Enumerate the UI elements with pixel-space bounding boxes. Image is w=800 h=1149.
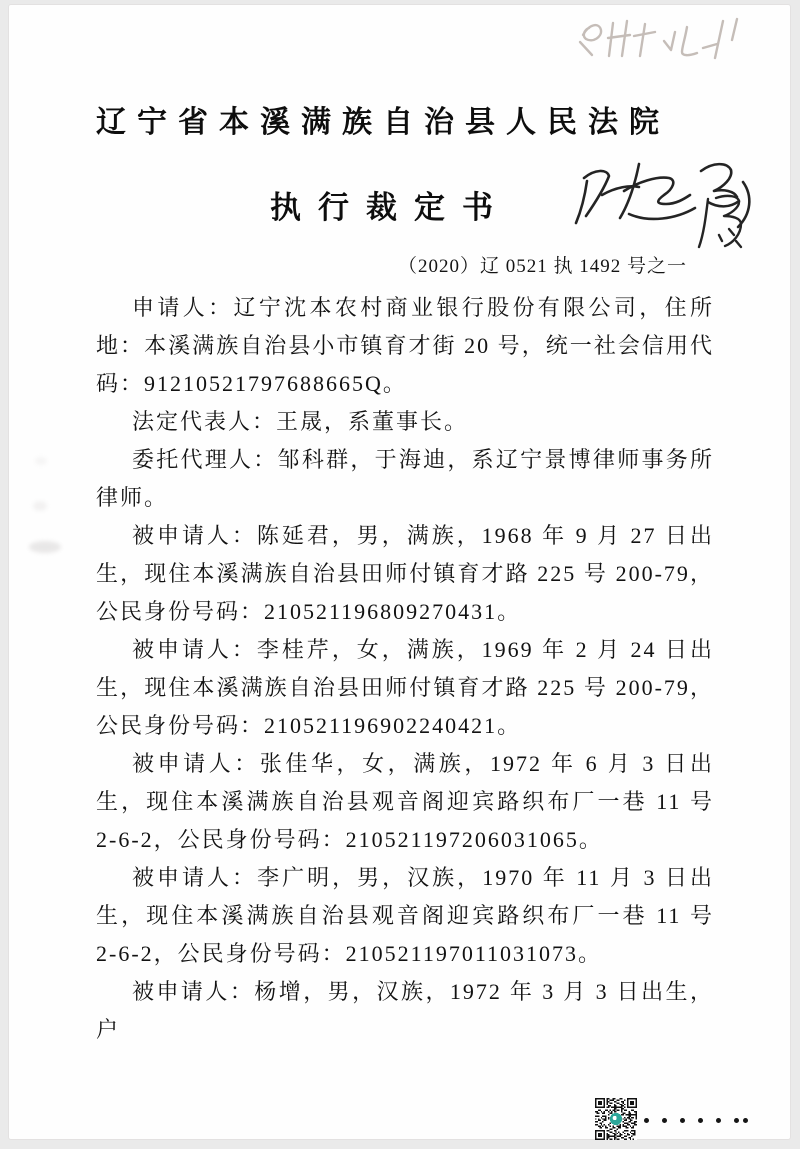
- dot: [644, 1118, 649, 1123]
- page-footer: [595, 1098, 748, 1140]
- handwritten-character: [695, 191, 763, 257]
- court-name: 辽宁省本溪满族自治县人民法院: [96, 106, 670, 139]
- dot: [716, 1118, 721, 1123]
- dot: [680, 1118, 685, 1123]
- document-page: [8, 4, 791, 1140]
- footer-dots: [644, 1118, 748, 1123]
- paragraph: 被申请人：李桂芹，女，满族，1969 年 2 月 24 日出生，现住本溪满族自治县田师付镇育才路 225 号 200-79，公民身份号码：210521196902240421。: [96, 637, 714, 738]
- paragraph: 被申请人：陈延君，男，满族，1968 年 9 月 27 日出生，现住本溪满族自治县田师付镇育才路 225 号 200-79，公民身份号码：210521196809270431。: [96, 523, 714, 624]
- dot: [743, 1118, 748, 1123]
- case-number: （2020）辽 0521 执 1492 号之一: [397, 256, 687, 277]
- paragraph: 法定代表人：王晟，系董事长。: [132, 409, 469, 434]
- paragraph: 被申请人：杨增，男，汉族，1972 年 3 月 3 日出生，户: [96, 979, 714, 1042]
- scan-smudge: [33, 501, 47, 511]
- handwritten-annotation: [565, 11, 775, 71]
- scan-smudge: [35, 457, 47, 465]
- document-body: [96, 289, 714, 1049]
- paragraph: 申请人：辽宁沈本农村商业银行股份有限公司，住所地：本溪满族自治县小市镇育才街 20 号，统一社会信用代码：91210521797688665Q。: [96, 295, 714, 396]
- document-title: 执行裁定书: [270, 190, 510, 225]
- qr-code: [595, 1098, 637, 1140]
- paragraph: 被申请人：李广明，男，汉族，1970 年 11 月 3 日出生，现住本溪满族自治县观音阁迎宾路织布厂一巷 11 号 2-6-2，公民身份号码：210521197011031073。: [96, 865, 714, 966]
- dot: [698, 1118, 703, 1123]
- dot: [734, 1118, 739, 1123]
- paragraph: 委托代理人：邹科群，于海迪，系辽宁景博律师事务所律师。: [96, 447, 714, 510]
- paragraph: 被申请人：张佳华，女，满族，1972 年 6 月 3 日出生，现住本溪满族自治县观音阁迎宾路织布厂一巷 11 号 2-6-2，公民身份号码：210521197206031065。: [96, 751, 714, 852]
- dot: [662, 1118, 667, 1123]
- scan-smudge: [29, 541, 61, 553]
